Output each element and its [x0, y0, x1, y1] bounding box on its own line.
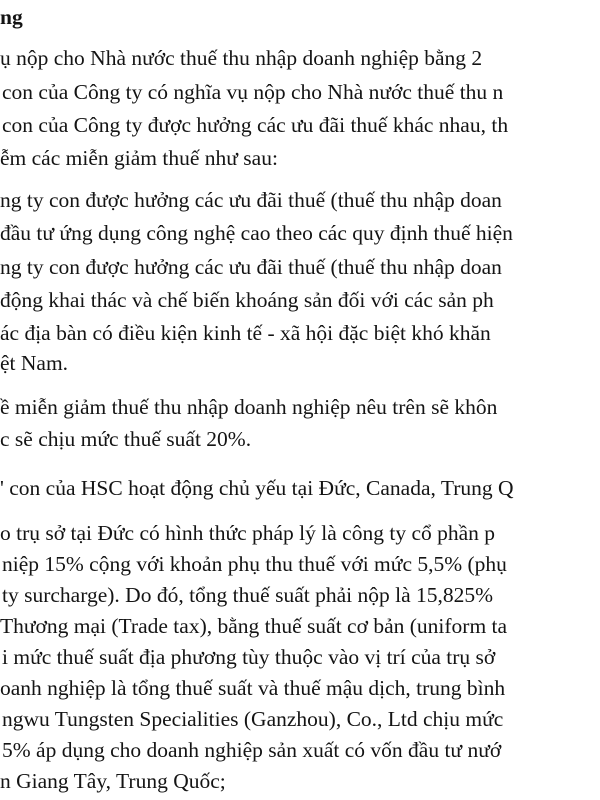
text-line: ễm các miễn giảm thuế như sau: — [0, 146, 278, 170]
text-line: Thương mại (Trade tax), bằng thuế suất cơ bản (uniform ta — [0, 614, 508, 638]
section-heading: ng — [0, 5, 23, 29]
text-line: ng ty con được hưởng các ưu đãi thuế (thuế thu nhập doan — [0, 188, 502, 212]
text-line: niệp 15% cộng với khoản phụ thu thuế với mức 5,5% (phụ — [2, 552, 507, 576]
text-line: o trụ sở tại Đức có hình thức pháp lý là công ty cổ phần p — [0, 521, 496, 545]
text-line: ề miễn giảm thuế thu nhập doanh nghiệp nêu trên sẽ khôn — [0, 395, 498, 419]
text-line: i mức thuế suất địa phương tùy thuộc vào vị trí của trụ sở — [2, 645, 496, 669]
text-line: ác địa bàn có điều kiện kinh tế - xã hội đặc biệt khó khăn — [0, 321, 491, 345]
text-line: ngwu Tungsten Specialities (Ganzhou), Co., Ltd chịu mức — [2, 707, 504, 731]
text-line: ' con của HSC hoạt động chủ yếu tại Đức, Canada, Trung Q — [0, 476, 514, 500]
text-line: 5% áp dụng cho doanh nghiệp sản xuất có vốn đầu tư nướ — [2, 738, 502, 762]
text-line: c sẽ chịu mức thuế suất 20%. — [0, 427, 252, 451]
text-line: ng ty con được hưởng các ưu đãi thuế (thuế thu nhập doan — [0, 255, 502, 279]
text-line: n Giang Tây, Trung Quốc; — [0, 769, 226, 793]
text-line: đầu tư ứng dụng công nghệ cao theo các quy định thuế hiện — [0, 221, 513, 245]
text-line: con của Công ty có nghĩa vụ nộp cho Nhà nước thuế thu n — [2, 80, 504, 104]
text-line: ệt Nam. — [0, 351, 69, 375]
text-line: oanh nghiệp là tổng thuế suất và thuế mậu dịch, trung bình — [0, 676, 506, 700]
text-line: ụ nộp cho Nhà nước thuế thu nhập doanh nghiệp bằng 2 — [0, 46, 483, 70]
text-line: ty surcharge). Do đó, tổng thuế suất phải nộp là 15,825% — [2, 583, 494, 607]
text-line: động khai thác và chế biến khoáng sản đối với các sản ph — [0, 288, 494, 312]
text-line: con của Công ty được hưởng các ưu đãi thuế khác nhau, th — [2, 113, 509, 137]
